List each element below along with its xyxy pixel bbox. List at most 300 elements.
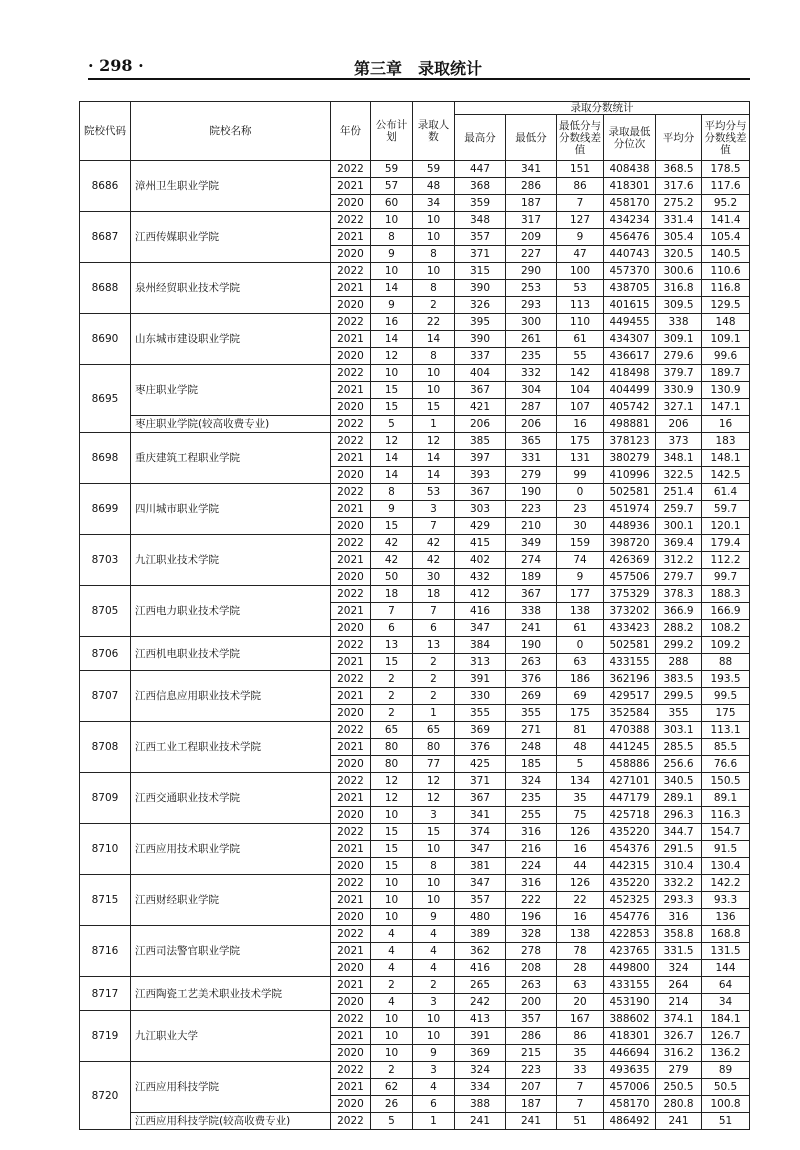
min-score-cell: 215 bbox=[506, 1045, 557, 1062]
avg-score-cell: 383.5 bbox=[656, 671, 702, 688]
min-rank-cell: 378123 bbox=[604, 433, 656, 450]
avg-diff-cell: 89.1 bbox=[702, 790, 750, 807]
avg-score-cell: 331.5 bbox=[656, 943, 702, 960]
min-score-cell: 187 bbox=[506, 1096, 557, 1113]
school-code: 8709 bbox=[80, 773, 131, 824]
max-score-cell: 206 bbox=[455, 416, 506, 433]
min-rank-cell: 410996 bbox=[604, 467, 656, 484]
min-rank-cell: 426369 bbox=[604, 552, 656, 569]
min-rank-cell: 440743 bbox=[604, 246, 656, 263]
avg-score-cell: 310.4 bbox=[656, 858, 702, 875]
min-diff-cell: 9 bbox=[557, 569, 604, 586]
min-rank-cell: 441245 bbox=[604, 739, 656, 756]
admitted-cell: 1 bbox=[413, 1113, 455, 1130]
admitted-cell: 3 bbox=[413, 1062, 455, 1079]
plan-cell: 15 bbox=[371, 399, 413, 416]
min-score-cell: 286 bbox=[506, 1028, 557, 1045]
year-cell: 2020 bbox=[331, 1045, 371, 1062]
school-code: 8687 bbox=[80, 212, 131, 263]
plan-cell: 10 bbox=[371, 1045, 413, 1062]
avg-diff-cell: 120.1 bbox=[702, 518, 750, 535]
min-score-cell: 224 bbox=[506, 858, 557, 875]
min-diff-cell: 55 bbox=[557, 348, 604, 365]
max-score-cell: 447 bbox=[455, 161, 506, 178]
plan-cell: 10 bbox=[371, 909, 413, 926]
avg-score-cell: 316.2 bbox=[656, 1045, 702, 1062]
avg-score-cell: 288 bbox=[656, 654, 702, 671]
min-score-cell: 317 bbox=[506, 212, 557, 229]
avg-diff-cell: 51 bbox=[702, 1113, 750, 1130]
min-score-cell: 286 bbox=[506, 178, 557, 195]
min-rank-cell: 470388 bbox=[604, 722, 656, 739]
min-score-cell: 190 bbox=[506, 484, 557, 501]
min-diff-cell: 75 bbox=[557, 807, 604, 824]
year-cell: 2021 bbox=[331, 943, 371, 960]
avg-diff-cell: 154.7 bbox=[702, 824, 750, 841]
avg-diff-cell: 59.7 bbox=[702, 501, 750, 518]
min-diff-cell: 7 bbox=[557, 195, 604, 212]
avg-diff-cell: 76.6 bbox=[702, 756, 750, 773]
min-score-cell: 206 bbox=[506, 416, 557, 433]
min-diff-cell: 30 bbox=[557, 518, 604, 535]
year-cell: 2022 bbox=[331, 1011, 371, 1028]
min-rank-cell: 457370 bbox=[604, 263, 656, 280]
min-score-cell: 241 bbox=[506, 1113, 557, 1130]
max-score-cell: 337 bbox=[455, 348, 506, 365]
max-score-cell: 341 bbox=[455, 807, 506, 824]
avg-score-cell: 379.7 bbox=[656, 365, 702, 382]
year-cell: 2022 bbox=[331, 586, 371, 603]
avg-score-cell: 326.7 bbox=[656, 1028, 702, 1045]
plan-cell: 10 bbox=[371, 1011, 413, 1028]
admitted-cell: 22 bbox=[413, 314, 455, 331]
school-name: 泉州经贸职业技术学院 bbox=[131, 263, 331, 314]
table-row bbox=[80, 824, 750, 841]
max-score-cell: 357 bbox=[455, 229, 506, 246]
min-score-cell: 349 bbox=[506, 535, 557, 552]
avg-score-cell: 312.2 bbox=[656, 552, 702, 569]
avg-score-cell: 259.7 bbox=[656, 501, 702, 518]
min-score-cell: 300 bbox=[506, 314, 557, 331]
min-score-cell: 274 bbox=[506, 552, 557, 569]
min-score-cell: 196 bbox=[506, 909, 557, 926]
min-score-cell: 241 bbox=[506, 620, 557, 637]
admission-table bbox=[79, 101, 750, 1130]
min-score-cell: 328 bbox=[506, 926, 557, 943]
min-diff-cell: 22 bbox=[557, 892, 604, 909]
plan-cell: 57 bbox=[371, 178, 413, 195]
max-score-cell: 265 bbox=[455, 977, 506, 994]
plan-cell: 14 bbox=[371, 331, 413, 348]
min-diff-cell: 28 bbox=[557, 960, 604, 977]
min-diff-cell: 113 bbox=[557, 297, 604, 314]
avg-score-cell: 368.5 bbox=[656, 161, 702, 178]
table-row bbox=[80, 263, 750, 280]
admitted-cell: 14 bbox=[413, 450, 455, 467]
max-score-cell: 242 bbox=[455, 994, 506, 1011]
avg-diff-cell: 141.4 bbox=[702, 212, 750, 229]
min-rank-cell: 398720 bbox=[604, 535, 656, 552]
plan-cell: 80 bbox=[371, 756, 413, 773]
min-diff-cell: 61 bbox=[557, 620, 604, 637]
min-diff-cell: 16 bbox=[557, 416, 604, 433]
max-score-cell: 374 bbox=[455, 824, 506, 841]
plan-cell: 10 bbox=[371, 1028, 413, 1045]
admitted-cell: 3 bbox=[413, 807, 455, 824]
school-name: 枣庄职业学院 bbox=[131, 365, 331, 416]
year-cell: 2022 bbox=[331, 314, 371, 331]
avg-score-cell: 373 bbox=[656, 433, 702, 450]
page-number: · 298 · bbox=[88, 56, 144, 75]
min-score-cell: 316 bbox=[506, 824, 557, 841]
avg-score-cell: 251.4 bbox=[656, 484, 702, 501]
avg-diff-cell: 142.2 bbox=[702, 875, 750, 892]
header-code: 院校代码 bbox=[80, 102, 131, 161]
avg-diff-cell: 130.4 bbox=[702, 858, 750, 875]
avg-score-cell: 327.1 bbox=[656, 399, 702, 416]
year-cell: 2021 bbox=[331, 841, 371, 858]
page-header bbox=[88, 50, 748, 78]
min-score-cell: 324 bbox=[506, 773, 557, 790]
avg-score-cell: 316 bbox=[656, 909, 702, 926]
avg-diff-cell: 144 bbox=[702, 960, 750, 977]
header-avg-diff: 平均分与分数线差值 bbox=[702, 115, 750, 161]
min-rank-cell: 454376 bbox=[604, 841, 656, 858]
min-rank-cell: 405742 bbox=[604, 399, 656, 416]
school-name: 江西陶瓷工艺美术职业技术学院 bbox=[131, 977, 331, 1011]
max-score-cell: 413 bbox=[455, 1011, 506, 1028]
avg-score-cell: 296.3 bbox=[656, 807, 702, 824]
avg-diff-cell: 88 bbox=[702, 654, 750, 671]
avg-score-cell: 331.4 bbox=[656, 212, 702, 229]
avg-score-cell: 241 bbox=[656, 1113, 702, 1130]
min-diff-cell: 86 bbox=[557, 178, 604, 195]
min-score-cell: 278 bbox=[506, 943, 557, 960]
max-score-cell: 334 bbox=[455, 1079, 506, 1096]
table-row bbox=[80, 484, 750, 501]
max-score-cell: 371 bbox=[455, 246, 506, 263]
min-rank-cell: 457006 bbox=[604, 1079, 656, 1096]
min-score-cell: 290 bbox=[506, 263, 557, 280]
avg-diff-cell: 99.6 bbox=[702, 348, 750, 365]
min-rank-cell: 435220 bbox=[604, 824, 656, 841]
table-row bbox=[80, 433, 750, 450]
year-cell: 2022 bbox=[331, 1062, 371, 1079]
admitted-cell: 77 bbox=[413, 756, 455, 773]
min-diff-cell: 177 bbox=[557, 586, 604, 603]
min-diff-cell: 48 bbox=[557, 739, 604, 756]
year-cell: 2022 bbox=[331, 637, 371, 654]
avg-score-cell: 299.5 bbox=[656, 688, 702, 705]
year-cell: 2020 bbox=[331, 807, 371, 824]
school-code: 8710 bbox=[80, 824, 131, 875]
year-cell: 2020 bbox=[331, 348, 371, 365]
admitted-cell: 10 bbox=[413, 229, 455, 246]
min-rank-cell: 388602 bbox=[604, 1011, 656, 1028]
max-score-cell: 390 bbox=[455, 331, 506, 348]
max-score-cell: 315 bbox=[455, 263, 506, 280]
avg-diff-cell: 105.4 bbox=[702, 229, 750, 246]
min-diff-cell: 107 bbox=[557, 399, 604, 416]
school-code: 8720 bbox=[80, 1062, 131, 1130]
admitted-cell: 4 bbox=[413, 926, 455, 943]
plan-cell: 4 bbox=[371, 943, 413, 960]
min-diff-cell: 0 bbox=[557, 637, 604, 654]
min-diff-cell: 7 bbox=[557, 1096, 604, 1113]
header-name: 院校名称 bbox=[131, 102, 331, 161]
plan-cell: 42 bbox=[371, 552, 413, 569]
min-diff-cell: 142 bbox=[557, 365, 604, 382]
min-diff-cell: 53 bbox=[557, 280, 604, 297]
admitted-cell: 10 bbox=[413, 263, 455, 280]
avg-diff-cell: 184.1 bbox=[702, 1011, 750, 1028]
avg-diff-cell: 129.5 bbox=[702, 297, 750, 314]
table-row bbox=[80, 1062, 750, 1079]
plan-cell: 12 bbox=[371, 433, 413, 450]
min-score-cell: 187 bbox=[506, 195, 557, 212]
year-cell: 2022 bbox=[331, 433, 371, 450]
plan-cell: 60 bbox=[371, 195, 413, 212]
min-rank-cell: 418301 bbox=[604, 178, 656, 195]
avg-score-cell: 214 bbox=[656, 994, 702, 1011]
year-cell: 2022 bbox=[331, 824, 371, 841]
school-name: 漳州卫生职业学院 bbox=[131, 161, 331, 212]
year-cell: 2022 bbox=[331, 773, 371, 790]
min-diff-cell: 175 bbox=[557, 433, 604, 450]
plan-cell: 12 bbox=[371, 773, 413, 790]
avg-score-cell: 355 bbox=[656, 705, 702, 722]
min-score-cell: 331 bbox=[506, 450, 557, 467]
header-rule bbox=[88, 78, 750, 80]
max-score-cell: 425 bbox=[455, 756, 506, 773]
plan-cell: 10 bbox=[371, 365, 413, 382]
admitted-cell: 9 bbox=[413, 1045, 455, 1062]
avg-score-cell: 348.1 bbox=[656, 450, 702, 467]
min-score-cell: 338 bbox=[506, 603, 557, 620]
plan-cell: 2 bbox=[371, 705, 413, 722]
school-name: 重庆建筑工程职业学院 bbox=[131, 433, 331, 484]
avg-score-cell: 369.4 bbox=[656, 535, 702, 552]
plan-cell: 9 bbox=[371, 501, 413, 518]
min-score-cell: 367 bbox=[506, 586, 557, 603]
plan-cell: 9 bbox=[371, 246, 413, 263]
school-name: 江西应用科技学院(较高收费专业) bbox=[131, 1113, 331, 1130]
max-score-cell: 384 bbox=[455, 637, 506, 654]
header-plan: 公布计划 bbox=[371, 102, 413, 161]
header-min-rank: 录取最低分位次 bbox=[604, 115, 656, 161]
min-score-cell: 227 bbox=[506, 246, 557, 263]
avg-diff-cell: 100.8 bbox=[702, 1096, 750, 1113]
plan-cell: 12 bbox=[371, 790, 413, 807]
avg-score-cell: 250.5 bbox=[656, 1079, 702, 1096]
year-cell: 2021 bbox=[331, 501, 371, 518]
school-code: 8695 bbox=[80, 365, 131, 433]
avg-score-cell: 330.9 bbox=[656, 382, 702, 399]
avg-score-cell: 309.1 bbox=[656, 331, 702, 348]
min-rank-cell: 458170 bbox=[604, 1096, 656, 1113]
plan-cell: 65 bbox=[371, 722, 413, 739]
plan-cell: 59 bbox=[371, 161, 413, 178]
admitted-cell: 10 bbox=[413, 382, 455, 399]
year-cell: 2022 bbox=[331, 1113, 371, 1130]
year-cell: 2020 bbox=[331, 297, 371, 314]
max-score-cell: 416 bbox=[455, 960, 506, 977]
avg-diff-cell: 147.1 bbox=[702, 399, 750, 416]
admitted-cell: 2 bbox=[413, 671, 455, 688]
min-rank-cell: 453190 bbox=[604, 994, 656, 1011]
table-row bbox=[80, 722, 750, 739]
year-cell: 2021 bbox=[331, 892, 371, 909]
avg-diff-cell: 193.5 bbox=[702, 671, 750, 688]
min-diff-cell: 78 bbox=[557, 943, 604, 960]
min-score-cell: 255 bbox=[506, 807, 557, 824]
max-score-cell: 367 bbox=[455, 790, 506, 807]
avg-diff-cell: 109.1 bbox=[702, 331, 750, 348]
admitted-cell: 9 bbox=[413, 909, 455, 926]
min-rank-cell: 434234 bbox=[604, 212, 656, 229]
avg-diff-cell: 142.5 bbox=[702, 467, 750, 484]
min-rank-cell: 447179 bbox=[604, 790, 656, 807]
year-cell: 2021 bbox=[331, 280, 371, 297]
year-cell: 2022 bbox=[331, 212, 371, 229]
admitted-cell: 4 bbox=[413, 960, 455, 977]
avg-diff-cell: 93.3 bbox=[702, 892, 750, 909]
school-name: 九江职业技术学院 bbox=[131, 535, 331, 586]
avg-diff-cell: 64 bbox=[702, 977, 750, 994]
min-score-cell: 235 bbox=[506, 790, 557, 807]
table-row bbox=[80, 1011, 750, 1028]
avg-diff-cell: 95.2 bbox=[702, 195, 750, 212]
min-rank-cell: 433155 bbox=[604, 654, 656, 671]
max-score-cell: 416 bbox=[455, 603, 506, 620]
min-score-cell: 355 bbox=[506, 705, 557, 722]
min-rank-cell: 457506 bbox=[604, 569, 656, 586]
year-cell: 2020 bbox=[331, 518, 371, 535]
min-diff-cell: 63 bbox=[557, 977, 604, 994]
admitted-cell: 8 bbox=[413, 280, 455, 297]
plan-cell: 2 bbox=[371, 671, 413, 688]
school-code: 8698 bbox=[80, 433, 131, 484]
admitted-cell: 2 bbox=[413, 297, 455, 314]
plan-cell: 12 bbox=[371, 348, 413, 365]
admitted-cell: 6 bbox=[413, 1096, 455, 1113]
avg-diff-cell: 148 bbox=[702, 314, 750, 331]
min-rank-cell: 448936 bbox=[604, 518, 656, 535]
avg-diff-cell: 108.2 bbox=[702, 620, 750, 637]
year-cell: 2021 bbox=[331, 178, 371, 195]
avg-score-cell: 344.7 bbox=[656, 824, 702, 841]
max-score-cell: 367 bbox=[455, 484, 506, 501]
plan-cell: 10 bbox=[371, 807, 413, 824]
avg-score-cell: 275.2 bbox=[656, 195, 702, 212]
school-code: 8706 bbox=[80, 637, 131, 671]
min-diff-cell: 5 bbox=[557, 756, 604, 773]
max-score-cell: 359 bbox=[455, 195, 506, 212]
min-score-cell: 271 bbox=[506, 722, 557, 739]
table-row bbox=[80, 1113, 750, 1130]
avg-diff-cell: 110.6 bbox=[702, 263, 750, 280]
min-rank-cell: 418301 bbox=[604, 1028, 656, 1045]
admitted-cell: 2 bbox=[413, 654, 455, 671]
school-name: 九江职业大学 bbox=[131, 1011, 331, 1062]
min-rank-cell: 449800 bbox=[604, 960, 656, 977]
min-rank-cell: 458886 bbox=[604, 756, 656, 773]
avg-diff-cell: 126.7 bbox=[702, 1028, 750, 1045]
school-name: 枣庄职业学院(较高收费专业) bbox=[131, 416, 331, 433]
admitted-cell: 18 bbox=[413, 586, 455, 603]
avg-diff-cell: 150.5 bbox=[702, 773, 750, 790]
plan-cell: 4 bbox=[371, 926, 413, 943]
admitted-cell: 14 bbox=[413, 331, 455, 348]
min-rank-cell: 429517 bbox=[604, 688, 656, 705]
admitted-cell: 30 bbox=[413, 569, 455, 586]
avg-score-cell: 338 bbox=[656, 314, 702, 331]
header-year: 年份 bbox=[331, 102, 371, 161]
min-rank-cell: 433423 bbox=[604, 620, 656, 637]
avg-score-cell: 305.4 bbox=[656, 229, 702, 246]
max-score-cell: 303 bbox=[455, 501, 506, 518]
avg-score-cell: 324 bbox=[656, 960, 702, 977]
min-rank-cell: 486492 bbox=[604, 1113, 656, 1130]
plan-cell: 13 bbox=[371, 637, 413, 654]
admitted-cell: 14 bbox=[413, 467, 455, 484]
table-header bbox=[80, 102, 750, 161]
max-score-cell: 371 bbox=[455, 773, 506, 790]
header-avg: 平均分 bbox=[656, 115, 702, 161]
avg-score-cell: 317.6 bbox=[656, 178, 702, 195]
min-score-cell: 222 bbox=[506, 892, 557, 909]
year-cell: 2021 bbox=[331, 977, 371, 994]
year-cell: 2021 bbox=[331, 790, 371, 807]
min-score-cell: 208 bbox=[506, 960, 557, 977]
year-cell: 2021 bbox=[331, 331, 371, 348]
min-score-cell: 316 bbox=[506, 875, 557, 892]
min-diff-cell: 127 bbox=[557, 212, 604, 229]
plan-cell: 5 bbox=[371, 1113, 413, 1130]
max-score-cell: 357 bbox=[455, 892, 506, 909]
plan-cell: 10 bbox=[371, 892, 413, 909]
year-cell: 2022 bbox=[331, 161, 371, 178]
min-score-cell: 190 bbox=[506, 637, 557, 654]
avg-diff-cell: 99.7 bbox=[702, 569, 750, 586]
min-diff-cell: 63 bbox=[557, 654, 604, 671]
plan-cell: 14 bbox=[371, 450, 413, 467]
plan-cell: 26 bbox=[371, 1096, 413, 1113]
avg-diff-cell: 34 bbox=[702, 994, 750, 1011]
min-score-cell: 207 bbox=[506, 1079, 557, 1096]
school-name: 山东城市建设职业学院 bbox=[131, 314, 331, 365]
min-rank-cell: 404499 bbox=[604, 382, 656, 399]
school-code: 8686 bbox=[80, 161, 131, 212]
min-rank-cell: 438705 bbox=[604, 280, 656, 297]
admitted-cell: 4 bbox=[413, 1079, 455, 1096]
admitted-cell: 7 bbox=[413, 603, 455, 620]
min-diff-cell: 9 bbox=[557, 229, 604, 246]
avg-score-cell: 256.6 bbox=[656, 756, 702, 773]
admitted-cell: 65 bbox=[413, 722, 455, 739]
min-score-cell: 223 bbox=[506, 501, 557, 518]
year-cell: 2021 bbox=[331, 603, 371, 620]
avg-diff-cell: 50.5 bbox=[702, 1079, 750, 1096]
year-cell: 2021 bbox=[331, 1079, 371, 1096]
admitted-cell: 8 bbox=[413, 858, 455, 875]
min-diff-cell: 110 bbox=[557, 314, 604, 331]
avg-score-cell: 279 bbox=[656, 1062, 702, 1079]
min-score-cell: 216 bbox=[506, 841, 557, 858]
year-cell: 2020 bbox=[331, 909, 371, 926]
year-cell: 2020 bbox=[331, 569, 371, 586]
admitted-cell: 80 bbox=[413, 739, 455, 756]
